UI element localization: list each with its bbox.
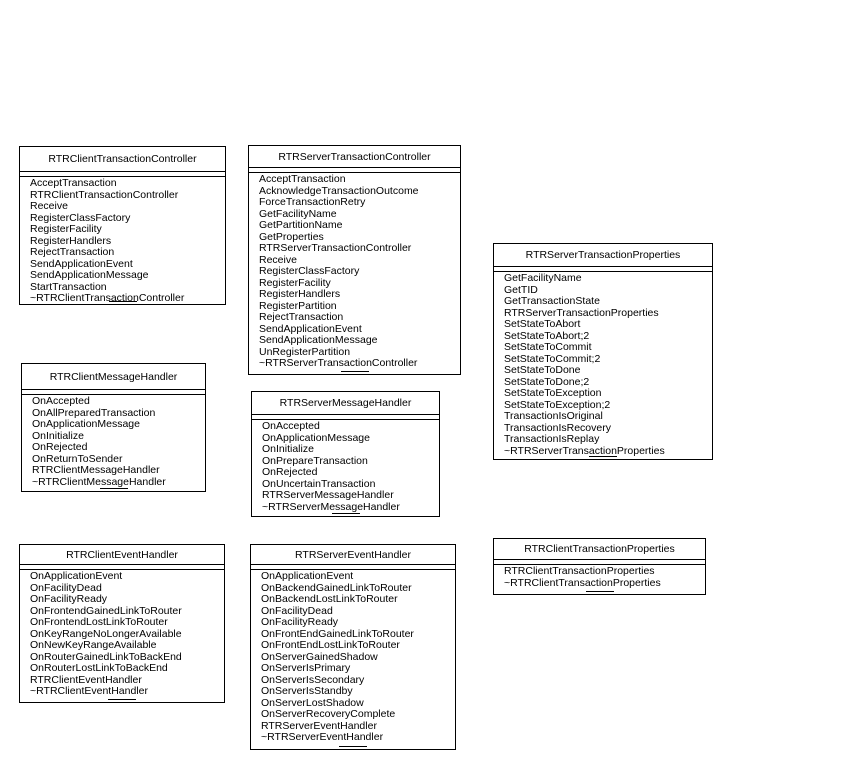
method-item: RegisterFacility [259,277,331,289]
method-item: OnPrepareTransaction [262,455,368,467]
method-item: OnInitialize [32,430,84,442]
method-item: OnRouterLostLinkToBackEnd [30,663,168,674]
method-item: OnReturnToSender [32,453,123,465]
methods-compartment [494,565,705,589]
class-name: RTRClientMessageHandler [22,364,205,390]
method-item: SetStateToDone;2 [504,376,590,388]
method-item: OnServerIsStandby [261,686,353,697]
bottom-tick [586,591,614,592]
method-item: RegisterFacility [30,224,102,235]
method-item: OnRejected [262,467,318,478]
method-item: ~RTRServerTransactionProperties [504,445,665,457]
methods-compartment [494,272,712,457]
method-item: OnApplicationMessage [32,419,140,430]
methods-compartment [249,173,460,370]
method-item: RTRClientMessageHandler [32,465,160,476]
method-item: OnUncertainTransaction [262,478,376,490]
class-name: RTRServerMessageHandler [252,392,439,415]
method-item: RegisterPartition [259,300,337,312]
method-item: OnKeyRangeNoLongerAvailable [30,628,182,640]
method-item: OnServerLostShadow [261,697,364,709]
method-item: SetStateToException [504,388,602,399]
class-name: RTRClientEventHandler [20,545,224,565]
bottom-tick [108,699,136,700]
method-item: OnServerRecoveryComplete [261,709,396,720]
method-item: GetPartitionName [259,220,343,231]
class-name: RTRServerTransactionProperties [494,244,712,267]
method-item: SetStateToCommit [504,342,592,353]
method-item: OnInitialize [262,444,314,455]
method-item: Receive [30,201,68,212]
method-item: OnApplicationEvent [261,571,354,582]
method-item: RTRClientEventHandler [30,674,142,686]
bottom-tick [339,746,367,747]
method-item: OnServerIsSecondary [261,674,365,686]
method-item: ~RTRServerEventHandler [261,732,384,743]
method-item: OnFrontEndGainedLinkToRouter [261,628,414,640]
class-name: RTRServerEventHandler [251,545,455,565]
method-item: RegisterClassFactory [259,266,360,277]
method-item: GetFacilityName [504,273,582,284]
method-item: ~RTRClientTransactionProperties [504,577,661,589]
method-item: RTRServerTransactionController [259,243,412,254]
method-item: OnFacilityReady [261,617,339,628]
method-item: OnFacilityDead [30,582,102,594]
method-item: OnServerIsPrimary [261,663,351,674]
method-item: SetStateToAbort;2 [504,330,590,342]
method-item: OnFrontEndLostLinkToRouter [261,640,400,651]
class-name: RTRClientTransactionController [20,147,225,172]
method-item: SendApplicationMessage [30,270,149,281]
bottom-tick [100,488,128,489]
method-item: OnServerGainedShadow [261,651,378,663]
class-box-rtrclient-event-handler[interactable] [19,544,225,703]
method-item: OnAccepted [262,421,320,432]
method-item: TransactionIsOriginal [504,411,603,422]
method-item: RejectTransaction [30,247,115,258]
method-item: AcceptTransaction [259,174,346,185]
method-item: SetStateToCommit;2 [504,353,601,365]
class-box-rtrclient-transaction-properties[interactable] [493,538,706,595]
method-item: UnRegisterPartition [259,346,351,358]
bottom-tick [109,301,137,302]
methods-compartment [20,570,224,698]
method-item: TransactionIsReplay [504,434,600,445]
method-item: OnRouterGainedLinkToBackEnd [30,651,182,663]
method-item: GetTID [504,284,538,296]
method-item: OnFacilityReady [30,594,108,605]
bottom-tick [341,371,369,372]
class-box-rtrserver-transaction-controller[interactable] [248,145,461,375]
method-item: OnRejected [32,442,88,453]
method-item: AcceptTransaction [30,178,117,189]
class-box-rtrserver-transaction-properties[interactable] [493,243,713,460]
method-item: RTRServerEventHandler [261,720,377,732]
method-item: OnBackendLostLinkToRouter [261,594,398,605]
class-name: RTRServerTransactionController [249,146,460,168]
method-item: RegisterClassFactory [30,212,131,224]
method-item: RTRServerMessageHandler [262,490,394,501]
methods-compartment [251,570,455,744]
class-box-rtrserver-event-handler[interactable] [250,544,456,750]
method-item: RejectTransaction [259,312,344,323]
method-item: OnFrontendLostLinkToRouter [30,617,168,628]
bottom-tick [589,456,617,457]
method-item: ~RTRServerMessageHandler [262,501,400,513]
method-item: OnNewKeyRangeAvailable [30,640,157,651]
method-item: StartTransaction [30,281,107,293]
method-item: GetFacilityName [259,208,337,220]
method-item: OnApplicationEvent [30,571,123,582]
method-item: SendApplicationMessage [259,335,378,346]
method-item: RegisterHandlers [30,235,112,247]
method-item: SendApplicationEvent [30,258,133,270]
method-item: AcknowledgeTransactionOutcome [259,185,419,197]
class-box-rtrclient-message-handler[interactable] [21,363,206,492]
method-item: GetProperties [259,231,324,243]
class-name: RTRClientTransactionProperties [494,539,705,560]
method-item: OnApplicationMessage [262,432,370,444]
method-item: ForceTransactionRetry [259,197,366,208]
method-item: RTRClientTransactionController [30,189,179,201]
method-item: OnFrontendGainedLinkToRouter [30,605,182,617]
class-box-rtrserver-message-handler[interactable] [251,391,440,517]
method-item: Receive [259,254,297,266]
method-item: SetStateToAbort [504,319,581,330]
method-item: ~RTRClientTransactionController [30,293,185,304]
class-box-rtrclient-transaction-controller[interactable] [19,146,226,305]
methods-compartment [20,177,225,305]
method-item: OnFacilityDead [261,605,333,617]
method-item: RegisterHandlers [259,289,341,300]
method-item: ~RTRClientMessageHandler [32,476,166,488]
method-item: TransactionIsRecovery [504,422,611,434]
method-item: ~RTRServerTransactionController [259,358,418,369]
method-item: GetTransactionState [504,296,600,307]
methods-compartment [22,395,205,488]
methods-compartment [252,420,439,513]
method-item: OnBackendGainedLinkToRouter [261,582,412,594]
method-item: SetStateToException;2 [504,399,611,411]
bottom-tick [332,513,360,514]
method-item: SetStateToDone [504,365,581,376]
method-item: OnAllPreparedTransaction [32,407,156,419]
method-item: ~RTRClientEventHandler [30,686,148,697]
method-item: SendApplicationEvent [259,323,362,335]
method-item: OnAccepted [32,396,90,407]
method-item: RTRServerTransactionProperties [504,307,659,319]
method-item: RTRClientTransactionProperties [504,566,655,577]
